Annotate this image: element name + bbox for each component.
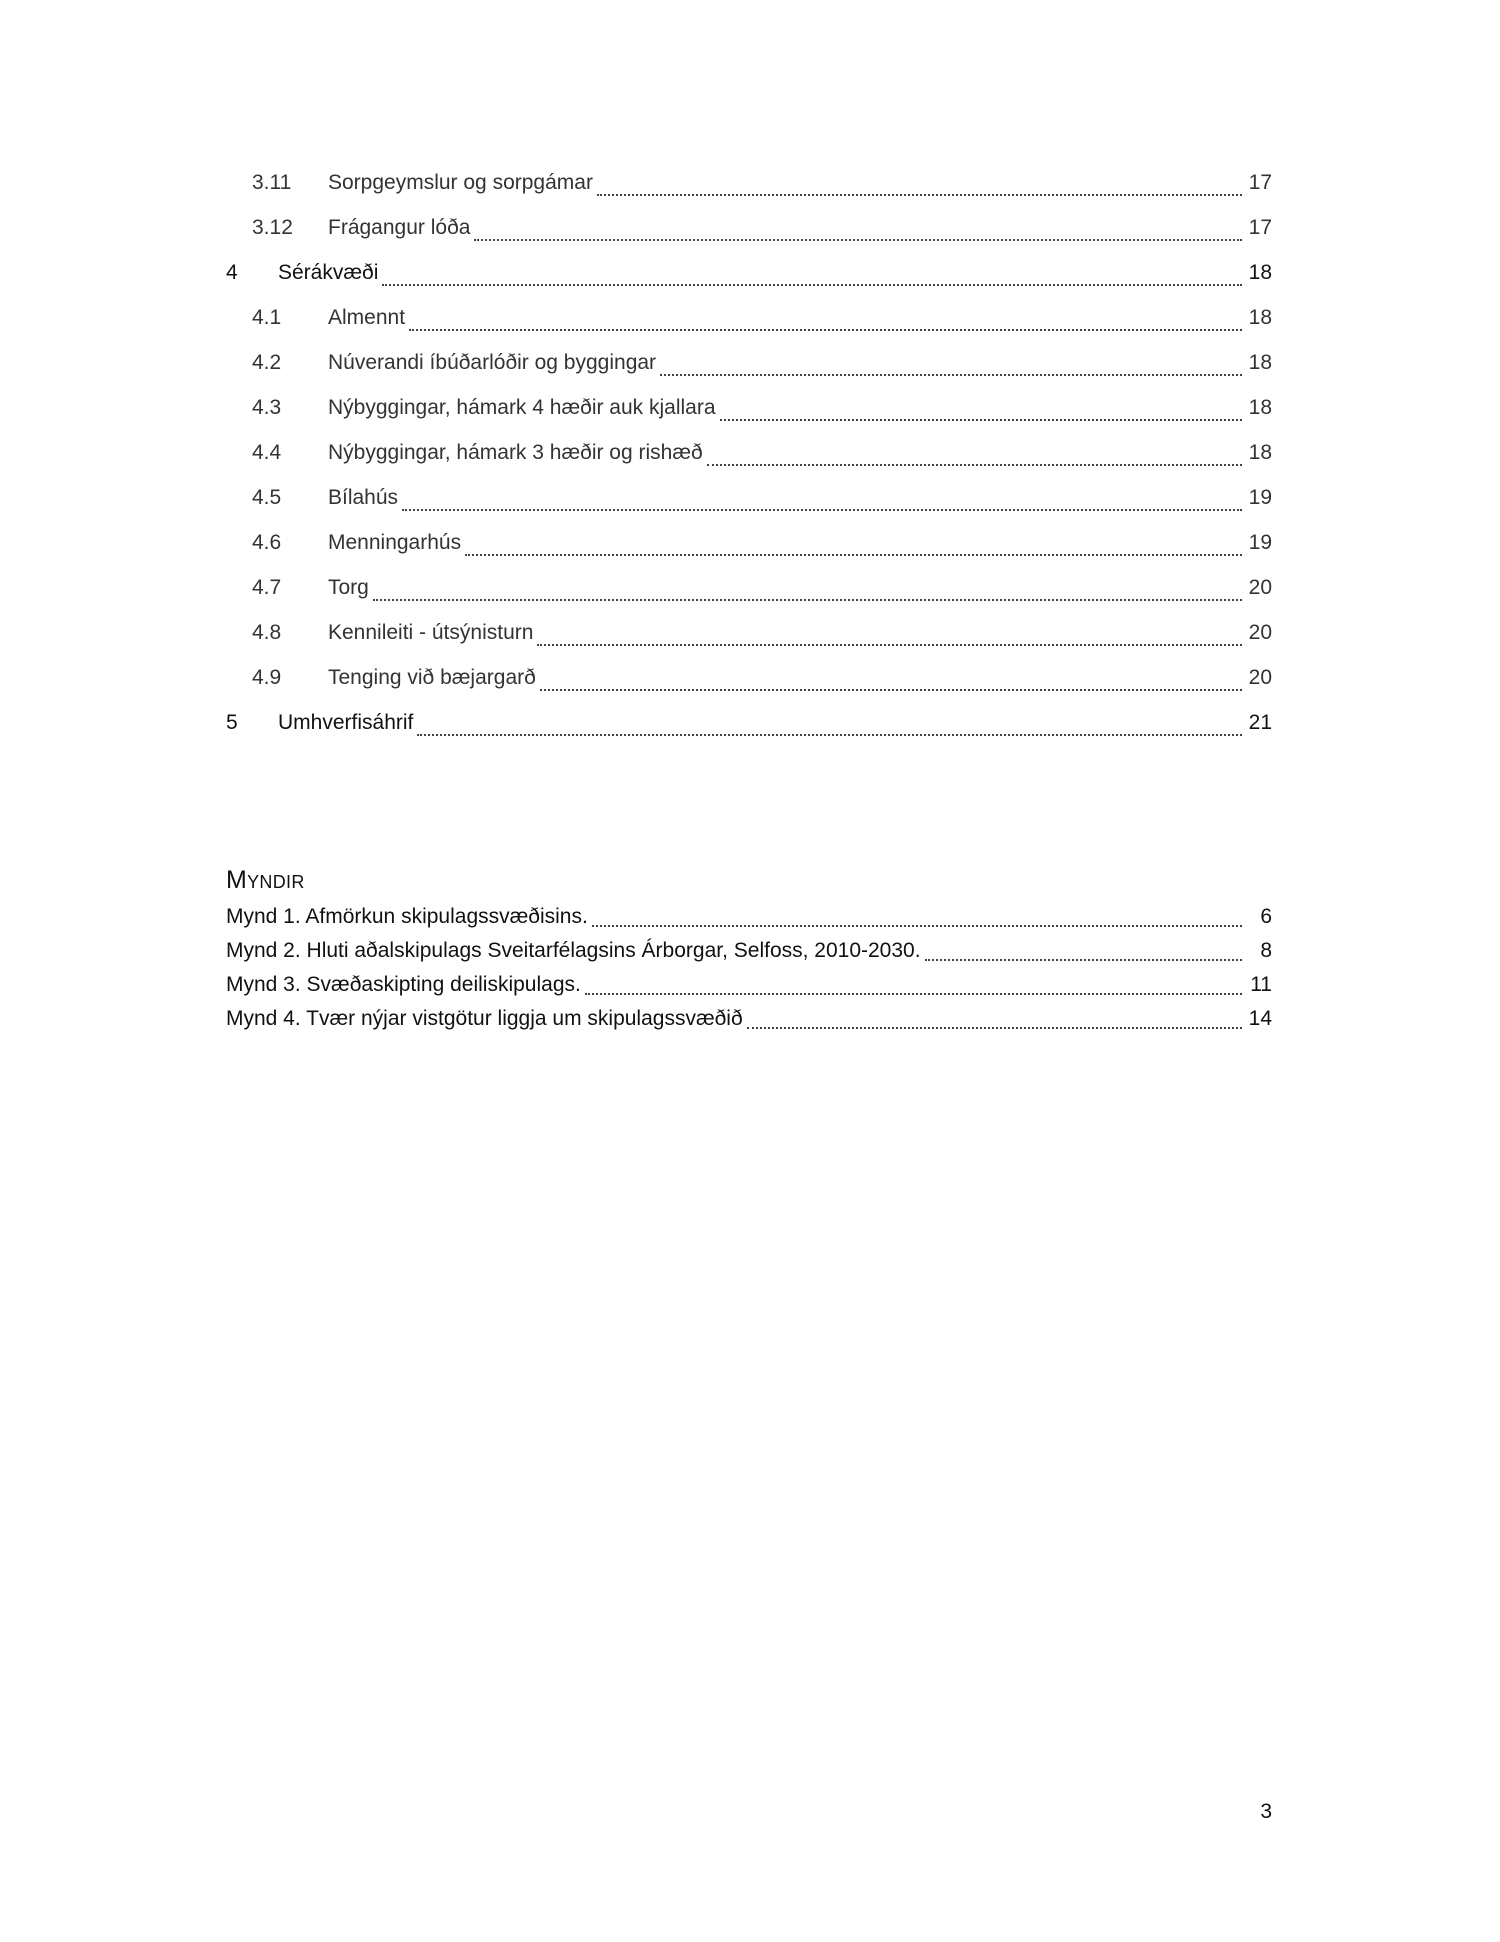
dot-leader [925, 949, 1242, 961]
dot-leader [537, 632, 1242, 646]
toc-entry-number: 4 [226, 261, 238, 284]
toc-entry-page: 18 [1248, 306, 1272, 329]
toc-entry[interactable] [226, 340, 1272, 385]
figure-entry-title: Mynd 3. Svæðaskipting deiliskipulags. [226, 973, 581, 996]
toc-entry-page: 18 [1248, 441, 1272, 464]
toc-entry[interactable] [226, 160, 1272, 205]
toc-entry-title: Kennileiti - útsýnisturn [328, 621, 534, 644]
dot-leader [402, 497, 1242, 511]
dot-leader [409, 317, 1242, 331]
toc-entry-title: Tenging við bæjargarð [328, 666, 536, 689]
dot-leader [373, 587, 1242, 601]
toc-entry-number: 3.12 [252, 216, 293, 239]
toc-entry-number: 4.2 [252, 351, 282, 374]
toc-entry-page: 20 [1248, 576, 1272, 599]
toc-entry-page: 18 [1248, 396, 1272, 419]
figures-heading: Myndir [226, 866, 305, 894]
toc-entry[interactable] [226, 520, 1272, 565]
toc-entry[interactable] [226, 475, 1272, 520]
toc-entry[interactable] [226, 700, 1272, 745]
dot-leader [474, 227, 1242, 241]
figure-entry[interactable] [226, 934, 1272, 968]
toc-entry-number: 4.9 [252, 666, 282, 689]
toc-entry-title: Frágangur lóða [328, 216, 471, 239]
toc-entry-page: 20 [1248, 666, 1272, 689]
toc-entry[interactable] [226, 385, 1272, 430]
toc-entry[interactable] [226, 430, 1272, 475]
toc-entry-page: 20 [1248, 621, 1272, 644]
dot-leader [592, 915, 1242, 927]
dot-leader [540, 677, 1242, 691]
dot-leader [660, 362, 1242, 376]
dot-leader [747, 1017, 1242, 1029]
figure-entry[interactable] [226, 968, 1272, 1002]
figure-entry-title: Mynd 4. Tvær nýjar vistgötur liggja um skipulagssvæðið [226, 1007, 743, 1030]
toc-entry[interactable] [226, 610, 1272, 655]
dot-leader [417, 722, 1242, 736]
toc-entry-title: Nýbyggingar, hámark 3 hæðir og rishæð [328, 441, 703, 464]
toc-entry-title: Almennt [328, 306, 406, 329]
dot-leader [382, 272, 1242, 286]
figure-entry-page: 14 [1248, 1007, 1272, 1030]
toc-entry-number: 3.11 [252, 171, 292, 194]
toc-entry-title: Menningarhús [328, 531, 462, 554]
toc-entry-title: Sorpgeymslur og sorpgámar [328, 171, 593, 194]
dot-leader [585, 983, 1242, 995]
figure-entry-page: 11 [1250, 973, 1272, 996]
figure-entry-title: Mynd 1. Afmörkun skipulagssvæðisins. [226, 905, 588, 928]
toc-entry-page: 18 [1248, 261, 1272, 284]
figure-entry-page: 6 [1260, 905, 1272, 928]
toc-entry-page: 19 [1248, 531, 1272, 554]
table-of-contents [226, 160, 1272, 745]
toc-entry-number: 4.8 [252, 621, 282, 644]
toc-entry[interactable] [226, 295, 1272, 340]
page-number: 3 [1260, 1800, 1272, 1823]
toc-entry-page: 19 [1248, 486, 1272, 509]
toc-entry-page: 17 [1248, 171, 1272, 194]
toc-entry-title: Umhverfisáhrif [278, 711, 414, 734]
toc-entry[interactable] [226, 250, 1272, 295]
toc-entry-title: Nýbyggingar, hámark 4 hæðir auk kjallara [328, 396, 716, 419]
toc-entry-title: Núverandi íbúðarlóðir og byggingar [328, 351, 657, 374]
list-of-figures [226, 866, 1272, 1036]
toc-entry-page: 21 [1248, 711, 1272, 734]
toc-entry-number: 4.7 [252, 576, 282, 599]
figure-entry-page: 8 [1260, 939, 1272, 962]
toc-entry-page: 18 [1248, 351, 1272, 374]
figure-entry[interactable] [226, 1002, 1272, 1036]
dot-leader [707, 452, 1242, 466]
toc-entry-number: 4.4 [252, 441, 282, 464]
toc-entry-page: 17 [1248, 216, 1272, 239]
figure-entry[interactable] [226, 900, 1272, 934]
toc-entry-number: 4.1 [252, 306, 282, 329]
toc-entry[interactable] [226, 205, 1272, 250]
dot-leader [465, 542, 1242, 556]
toc-entry-number: 4.6 [252, 531, 282, 554]
toc-entry-number: 4.3 [252, 396, 282, 419]
figure-entry-title: Mynd 2. Hluti aðalskipulags Sveitarfélagsins Árborgar, Selfoss, 2010-2030. [226, 939, 921, 962]
toc-entry-title: Bílahús [328, 486, 399, 509]
toc-entry[interactable] [226, 655, 1272, 700]
dot-leader [597, 182, 1242, 196]
toc-entry-number: 4.5 [252, 486, 282, 509]
toc-entry[interactable] [226, 565, 1272, 610]
toc-entry-title: Sérákvæði [278, 261, 379, 284]
toc-entry-title: Torg [328, 576, 369, 599]
dot-leader [720, 407, 1242, 421]
toc-entry-number: 5 [226, 711, 238, 734]
